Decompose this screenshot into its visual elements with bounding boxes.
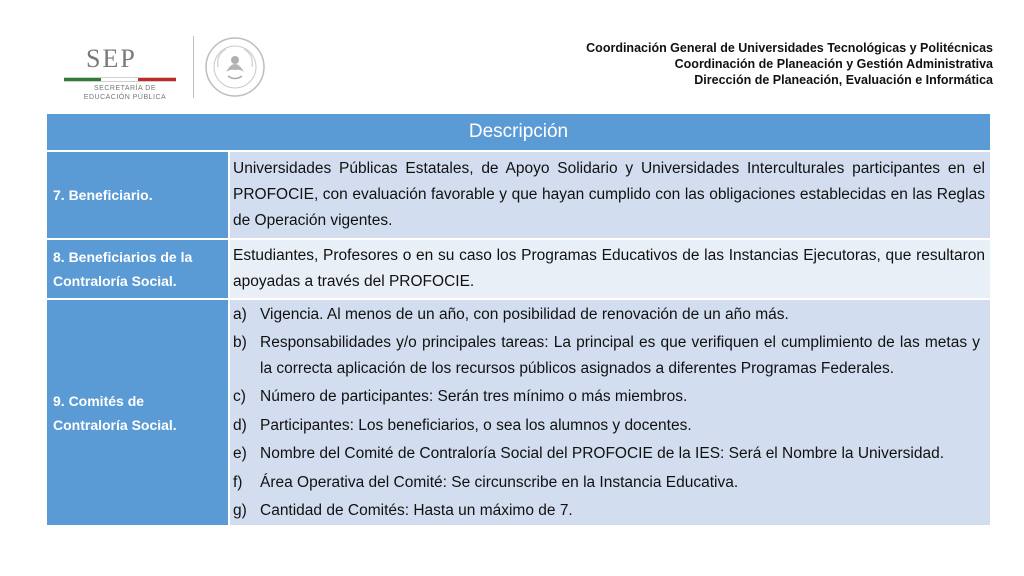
list-item: e) Nombre del Comité de Contraloría Social del PROFOCIE de la IES: Será el Nombre la Universidad. (233, 445, 945, 462)
logo-divider (193, 36, 194, 98)
row-label: 7. Beneficiario. (47, 152, 230, 238)
institution-header (586, 40, 993, 88)
list-item: d) Participantes: Los beneficiarios, o sea los alumnos y docentes. (233, 416, 692, 434)
description-table (47, 114, 990, 527)
table-row-beneficiario (47, 152, 990, 240)
list-item: f) Área Operativa del Comité: Se circunscribe en la Instancia Educativa. (233, 473, 739, 491)
sep-logo-flag-stripe (64, 77, 176, 82)
sep-logo (64, 42, 184, 102)
row-description: Universidades Públicas Estatales, de Apoyo Solidario y Universidades Interculturales participantes en el PROFOCIE, con evaluación favorable y que hayan cumplido con las obligaciones establecidas en las Reglas de Operación vigentes. (230, 152, 990, 238)
list-item: c) Número de participantes: Serán tres mínimo o más miembros. (233, 388, 688, 405)
committee-items-list (230, 300, 985, 525)
table-heading: Descripción (47, 114, 990, 152)
row-description: Estudiantes, Profesores o en su caso los Programas Educativos de las Instancias Ejecutoras, que resultaron apoyadas a través del PROFOCIE. (230, 240, 990, 298)
header-line-1: Coordinación General de Universidades Tecnológicas y Politécnicas (586, 41, 993, 55)
table-row-comites-contraloria (47, 300, 990, 527)
sep-logo-subtitle: SECRETARÍA DE EDUCACIÓN PÚBLICA (83, 85, 167, 101)
table-row-beneficiarios-contraloria (47, 240, 990, 300)
sep-logo-wordmark: SEP (86, 44, 137, 73)
row-label: 8. Beneficiarios de la Contraloría Social. (47, 240, 230, 298)
row-label: 9. Comités de Contraloría Social. (47, 300, 230, 525)
row-description (230, 300, 990, 525)
header-line-3: Dirección de Planeación, Evaluación e Informática (694, 73, 993, 87)
list-item: b) Responsabilidades y/o principales tareas: La principal es que verifiquen el cumplimiento de las metas y la correcta aplicación de los recursos públicos asignados a diferentes Programas Federales. (233, 334, 980, 377)
list-item: a) Vigencia. Al menos de un año, con posibilidad de renovación de un año más. (233, 305, 789, 323)
header-line-2: Coordinación de Planeación y Gestión Administrativa (674, 57, 993, 71)
mexican-coat-of-arms-seal-icon (204, 36, 266, 98)
list-item: g) Cantidad de Comités: Hasta un máximo de 7. (233, 502, 573, 519)
